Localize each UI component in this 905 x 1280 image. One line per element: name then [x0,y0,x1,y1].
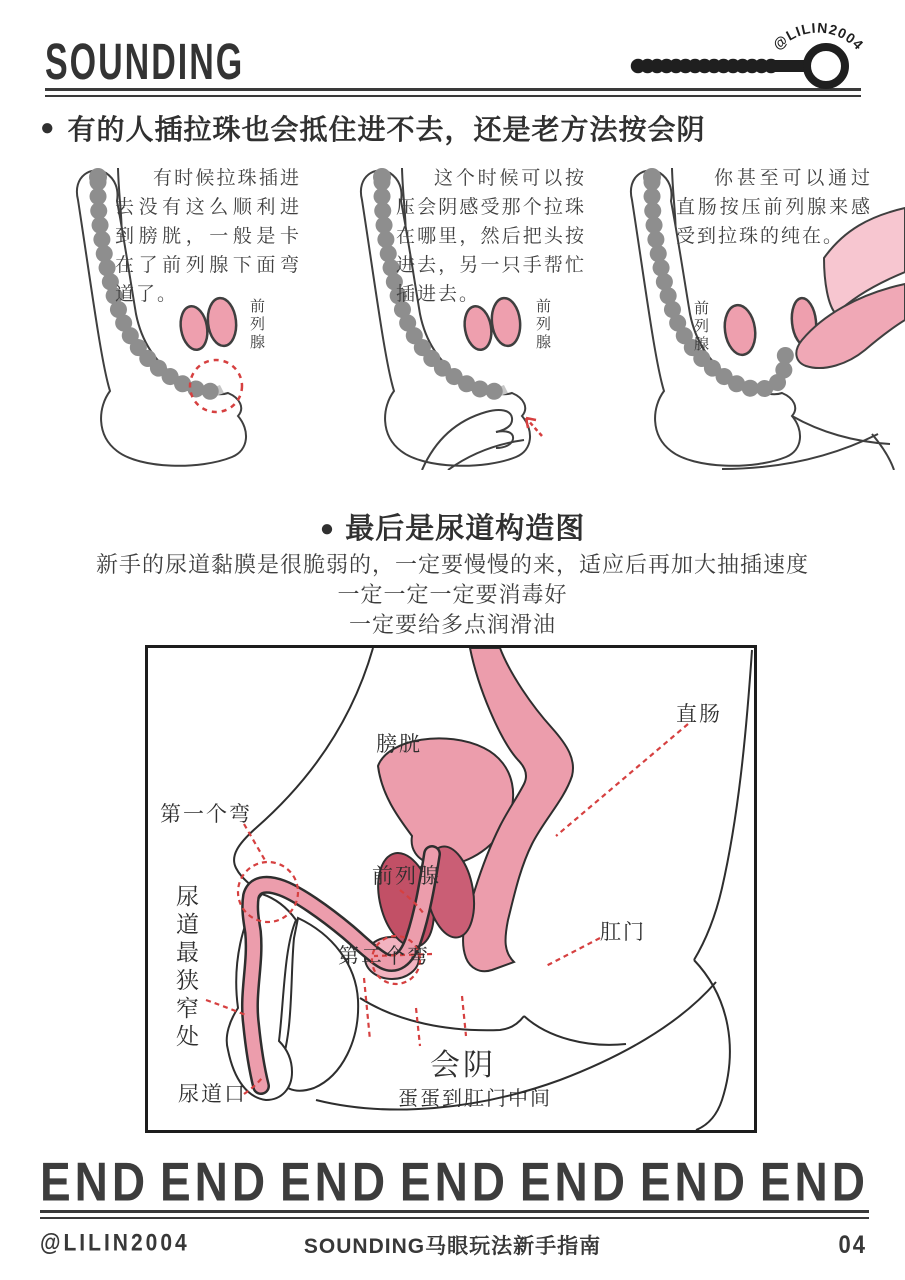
note-line: 新手的尿道黏膜是很脆弱的，一定要慢慢的来，适应后再加大抽插速度 [95,552,809,577]
note-line: 一定一定一定要消毒好 [337,582,568,607]
handle-curved-text: @LILIN2004 [769,19,868,54]
bullet-icon: ● [40,114,56,141]
label-bladder: 膀胱 [376,733,422,756]
perineum-mark-center [416,1008,420,1046]
prostate-left-lobe [177,304,210,352]
end-row [40,1150,869,1213]
perineum-mark-left [364,978,370,1040]
label-first-bend: 第一个弯 [160,803,252,826]
bullet-icon: ● [319,515,336,542]
panel-1-prostate-label: 前列腺 [248,298,265,352]
leg-line [872,434,894,470]
end-word: END [639,1151,749,1213]
bead-tip [373,168,391,186]
logo-sounding: SOUNDING [45,34,245,91]
label-perineum-note: 蛋蛋到肛门中间 [398,1088,552,1110]
panel-3-text: 你甚至可以通过直肠按压前列腺来感受到拉珠的纯在。 [676,168,872,247]
end-word: END [399,1151,510,1213]
anus-buttock-line [524,1016,626,1045]
urethra-anatomy-diagram [145,645,757,1133]
section2-heading [0,506,905,547]
ring-icon [807,47,845,85]
perineum-line [792,416,890,444]
panel-3 [572,162,905,470]
end-word: END [40,1151,150,1213]
panel-2 [302,162,592,470]
panel-1-text: 有时候拉珠插进去没有这么顺利进到膀胱，一般是卡在了前列腺下面弯道了。 [115,168,301,305]
footer-rule-thin [40,1217,869,1219]
note-line: 一定要给多点润滑油 [348,612,556,637]
panel-2-prostate-label: 前列腺 [534,298,551,352]
label-urethral-opening: 尿道口 [178,1083,247,1106]
panel-2-text: 这个时候可以按压会阴感受那个拉珠在哪里，然后把头按进去，另一只手帮忙插进去。 [396,168,586,305]
perineum-line [360,998,524,1030]
end-word: END [759,1151,869,1213]
label-anus: 肛门 [600,921,646,944]
end-word: END [279,1151,390,1213]
label-perineum: 会阴 [430,1049,496,1082]
label-second-bend: 第二个弯 [338,945,430,968]
section2-notes [0,550,905,640]
label-narrowest-point: 尿道最狭窄处 [173,884,199,1052]
prostate-left-lobe [722,303,759,357]
label-rectum: 直肠 [676,703,722,726]
rod-icon [772,60,806,72]
beaded-sound-icon [624,14,869,96]
label-prostate: 前列腺 [372,865,441,888]
panel-3-prostate-label: 前列腺 [692,300,709,354]
bead-tip [643,168,661,186]
section1-title: 有的人插拉珠也会抵住进不去，还是老方法按会阴 [67,114,706,145]
end-word: END [519,1151,629,1213]
back-line [694,650,752,960]
belly-line [234,648,373,896]
section2-title: 最后是尿道构造图 [345,513,586,545]
footer-title: SOUNDING马眼玩法新手指南 [303,1235,602,1258]
anus-leader [546,938,600,966]
panel-1 [18,162,303,470]
bead-tip [89,168,107,186]
footer-page-number: 04 [838,1230,867,1259]
rectum-leader [556,724,688,836]
footer-rule-thick [40,1210,869,1213]
prostate-left-lobe [461,304,494,352]
section1-heading [40,108,706,148]
end-word: END [159,1151,270,1213]
footer-handle: @LILIN2004 [40,1230,190,1257]
